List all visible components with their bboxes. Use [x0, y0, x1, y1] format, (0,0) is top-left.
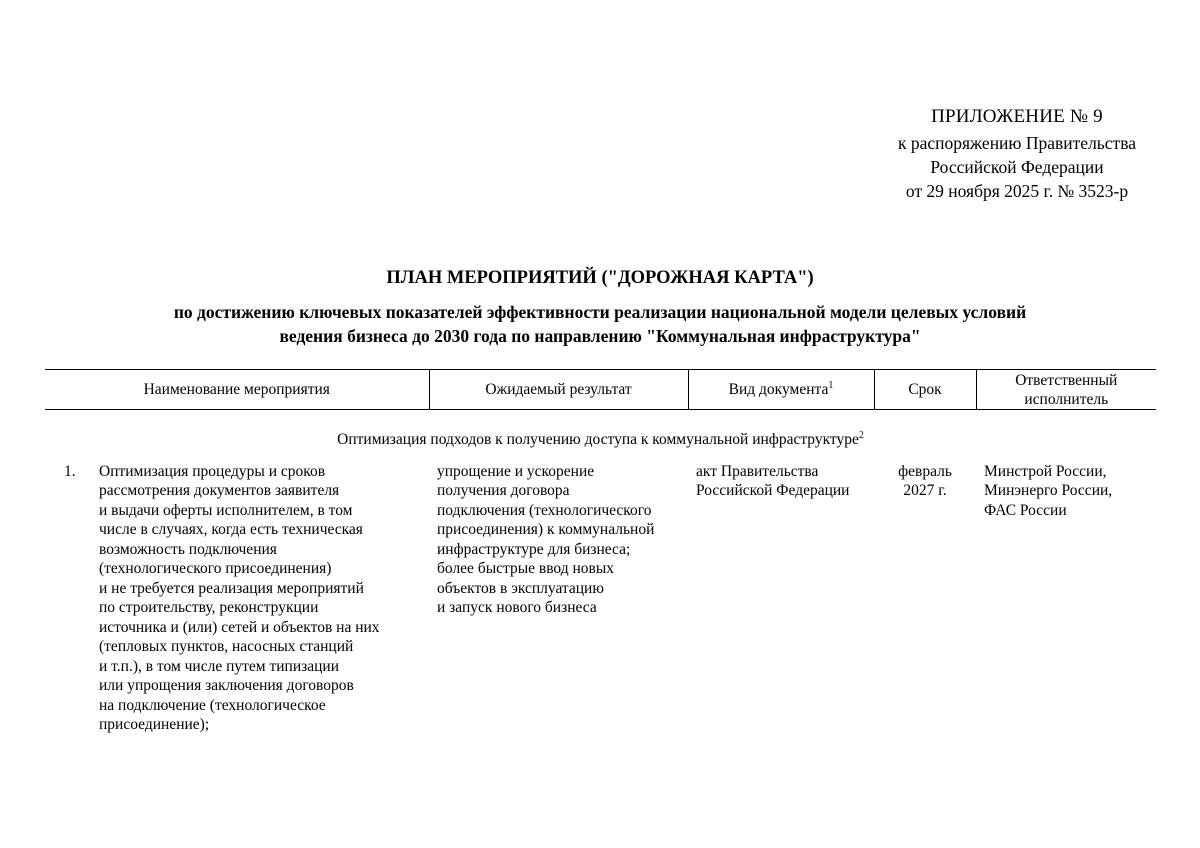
row-exec-line: Минстрой России,	[984, 462, 1107, 480]
appendix-line-3: от 29 ноября 2025 г. № 3523-р	[905, 181, 1129, 201]
header-doc-footnote: 1	[828, 380, 834, 391]
row-result-line: инфраструктуре для бизнеса;	[437, 540, 631, 558]
row-name-line: и выдачи оферты исполнителем, в том	[99, 501, 353, 519]
row-result-line: и запуск нового бизнеса	[437, 599, 597, 616]
row-exec-line: ФАС России	[984, 501, 1067, 519]
row-result	[429, 462, 688, 736]
row-doc-line: Российской Федерации	[696, 482, 850, 499]
row-name-line: Оптимизация процедуры и сроков	[99, 462, 326, 480]
plan-title-block	[0, 266, 1200, 348]
header-doc	[688, 370, 874, 410]
header-exec	[976, 370, 1156, 410]
table-header-row	[45, 370, 1156, 410]
table-row	[45, 462, 1156, 736]
row-executor	[976, 462, 1156, 736]
row-name-line: или упрощения заключения договоров	[99, 677, 354, 694]
plan-subtitle	[95, 300, 1105, 348]
plan-subtitle-line-2: ведения бизнеса до 2030 года по направлению "Коммунальная инфраструктура"	[279, 326, 921, 346]
row-result-line: подключения (технологического	[437, 501, 652, 519]
appendix-title: ПРИЛОЖЕНИЕ № 9	[931, 106, 1103, 127]
header-exec-line-2: исполнитель	[1024, 390, 1109, 408]
section-title-text: Оптимизация подходов к получению доступа к коммунальной инфраструктуре	[337, 431, 859, 448]
row-result-line: присоединения) к коммунальной	[437, 521, 655, 538]
row-name-line: возможность подключения	[99, 540, 277, 558]
row-term-line: 2027 г.	[903, 482, 947, 499]
row-name-line: и не требуется реализация мероприятий	[99, 579, 364, 597]
row-name-line: рассмотрения документов заявителя	[99, 482, 340, 499]
row-name-line: по строительству, реконструкции	[99, 599, 319, 616]
row-name-line: числе в случаях, когда есть техническая	[99, 521, 363, 538]
row-number: 1.	[64, 462, 76, 480]
appendix-header	[898, 103, 1136, 203]
header-term: Срок	[874, 370, 976, 410]
plan-subtitle-line-1: по достижению ключевых показателей эффективности реализации национальной модели целевых условий	[173, 302, 1027, 322]
row-name-line: (тепловых пунктов, насосных станций	[99, 638, 354, 655]
section-title	[45, 410, 1156, 462]
section-footnote: 2	[858, 430, 864, 441]
row-result-line: более быстрые ввод новых	[437, 560, 615, 577]
row-document-type	[688, 462, 874, 736]
header-result: Ожидаемый результат	[429, 370, 688, 410]
header-exec-line-1: Ответственный	[1015, 371, 1118, 389]
row-name-line: источника и (или) сетей и объектов на них	[99, 618, 380, 636]
row-name	[91, 462, 429, 736]
row-doc-line: акт Правительства	[696, 462, 819, 480]
header-name: Наименование мероприятия	[45, 370, 429, 410]
row-exec-line: Минэнерго России,	[984, 482, 1113, 499]
plan-table	[45, 369, 1156, 736]
appendix-line-2: Российской Федерации	[930, 157, 1104, 177]
row-term	[874, 462, 976, 736]
row-result-line: получения договора	[437, 482, 570, 499]
header-doc-label: Вид документа	[728, 381, 829, 398]
row-result-line: объектов в эксплуатацию	[437, 579, 604, 597]
row-term-line: февраль	[898, 462, 952, 480]
row-name-line: на подключение (технологическое	[99, 696, 326, 714]
plan-title: ПЛАН МЕРОПРИЯТИЙ ("ДОРОЖНАЯ КАРТА")	[386, 268, 814, 288]
row-name-line: (технологического присоединения)	[99, 560, 332, 577]
row-result-line: упрощение и ускорение	[437, 462, 595, 480]
appendix-line-1: к распоряжению Правительства	[897, 133, 1136, 153]
section-row	[45, 410, 1156, 462]
row-name-line: присоединение);	[99, 716, 210, 733]
row-name-line: и т.п.), в том числе путем типизации	[99, 657, 340, 675]
